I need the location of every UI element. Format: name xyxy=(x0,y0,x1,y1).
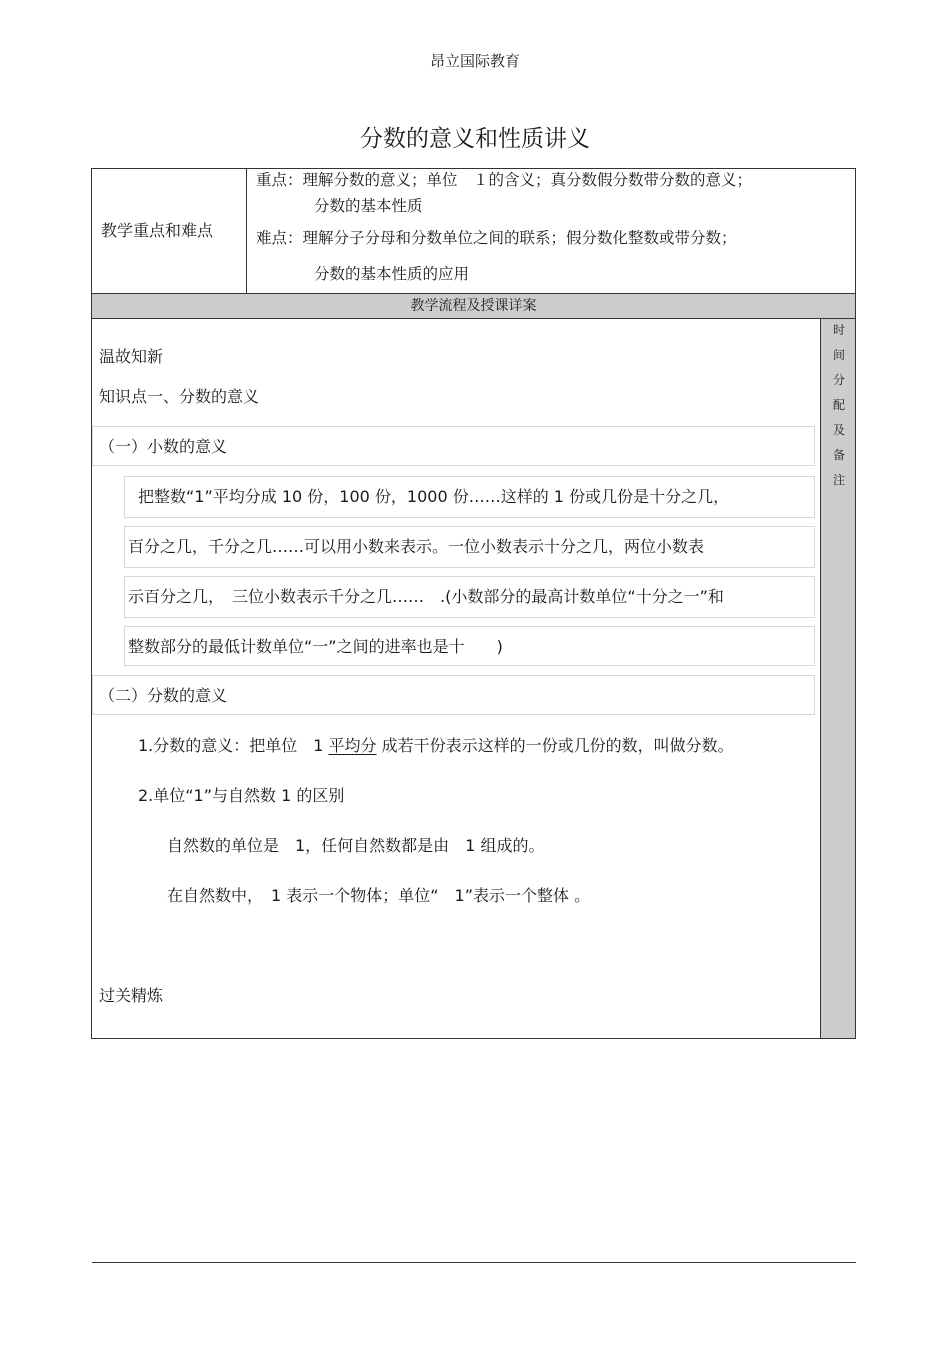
decimal-para-line-4: 整数部分的最低计数单位“一”之间的进率也是十 ) xyxy=(128,637,503,656)
header-org: 昂立国际教育 xyxy=(429,52,520,70)
fraction-definition xyxy=(138,733,734,756)
difficulty-line-2: 分数的基本性质的应用 xyxy=(314,265,470,283)
key-points-label: 教学重点和难点 xyxy=(101,221,214,240)
key-point-line-1: 重点：理解分数的意义；单位 １的含义；真分数假分数带分数的意义； xyxy=(256,171,753,189)
section-1-heading: （一）小数的意义 xyxy=(99,437,228,456)
unit-one-line-2: 在自然数中， 1 表示一个物体；单位“ 1”表示一个整体 。 xyxy=(167,886,591,905)
fraction-definition-part-2: 成若干份表示这样的一份或几份的数，叫做分数。 xyxy=(376,736,734,755)
knowledge-point-1: 知识点一、分数的意义 xyxy=(99,387,260,406)
sidebar-char: 备 xyxy=(832,448,845,462)
sidebar-char: 配 xyxy=(832,398,845,412)
sidebar-char: 及 xyxy=(832,423,845,437)
sidebar-char: 注 xyxy=(832,473,845,487)
sidebar-char: 间 xyxy=(832,348,845,362)
key-points-divider xyxy=(246,168,247,294)
footer-rule xyxy=(92,1262,856,1263)
underlined-term: 平均分 xyxy=(328,736,377,755)
decimal-para-line-2: 百分之几，千分之几……可以用小数来表示。一位小数表示十分之几，两位小数表 xyxy=(128,537,705,556)
decimal-para-line-1: 把整数“1”平均分成 10 份，100 份，1000 份……这样的 1 份或几份是十分之几， xyxy=(138,487,730,506)
unit-one-line-1: 自然数的单位是 1，任何自然数都是由 1 组成的。 xyxy=(167,836,545,855)
sidebar-divider xyxy=(820,318,821,1039)
sidebar-char: 时 xyxy=(832,323,845,337)
decimal-para-line-3: 示百分之几， 三位小数表示千分之几…… .(小数部分的最高计数单位“十分之一”和 xyxy=(128,587,724,606)
page-title: 分数的意义和性质讲义 xyxy=(360,126,590,152)
difficulty-line-1: 难点：理解分子分母和分数单位之间的联系；假分数化整数或带分数； xyxy=(256,229,737,247)
practice-heading: 过关精炼 xyxy=(99,986,164,1005)
sidebar-char: 分 xyxy=(832,373,845,387)
process-header: 教学流程及授课详案 xyxy=(410,298,537,314)
fraction-definition-part-1: 1.分数的意义：把单位 1 xyxy=(138,736,329,755)
unit-one-heading: 2.单位“1”与自然数 1 的区别 xyxy=(138,786,345,805)
key-point-line-2: 分数的基本性质 xyxy=(314,197,423,215)
section-2-heading: （二）分数的意义 xyxy=(99,686,228,705)
review-heading: 温故知新 xyxy=(99,347,164,366)
